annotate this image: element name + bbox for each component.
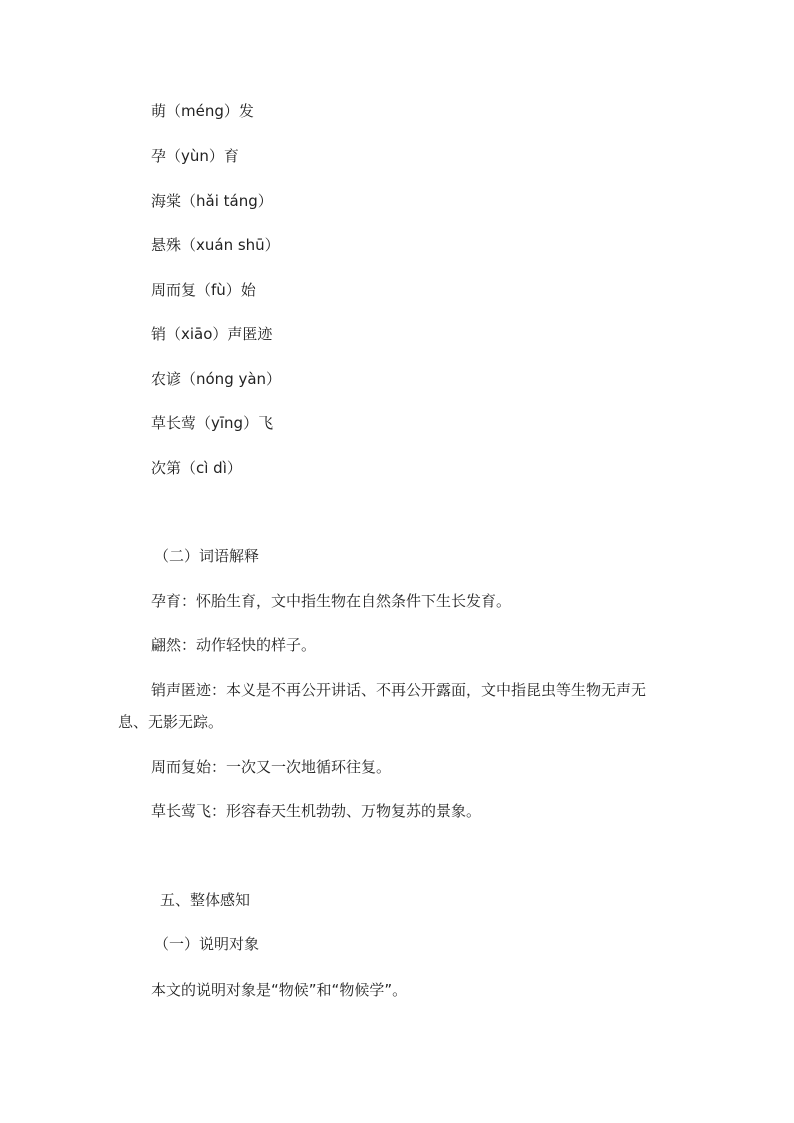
section-heading-word-explanation: （二）词语解释 [154, 547, 260, 565]
vocab-item: 草长莺（yīng）飞 [151, 414, 274, 432]
definition-item: 周而复始：一次又一次地循环往复。 [151, 758, 392, 776]
vocab-item: 销（xiāo）声匿迹 [151, 325, 273, 343]
subsection-heading-subject: （一）说明对象 [154, 935, 260, 953]
vocab-item: 悬殊（xuán shū） [151, 236, 280, 254]
vocab-item: 农谚（nóng yàn） [151, 370, 282, 388]
vocab-item: 次第（cì dì） [151, 459, 242, 477]
vocab-item: 萌（méng）发 [151, 102, 254, 120]
vocab-item: 孕（yùn）育 [151, 147, 239, 165]
definition-item: 孕育：怀胎生育，文中指生物在自然条件下生长发育。 [151, 592, 512, 610]
vocab-item: 周而复（fù）始 [151, 281, 256, 299]
definition-item-continuation: 息、无影无踪。 [118, 713, 224, 731]
paragraph-text: 本文的说明对象是“物候”和“物候学”。 [151, 981, 408, 999]
section-heading-overall: 五、整体感知 [160, 891, 251, 909]
vocab-item: 海棠（hǎi táng） [151, 192, 273, 210]
definition-item: 销声匿迹：本义是不再公开讲话、不再公开露面，文中指昆虫等生物无声无 [151, 681, 647, 699]
definition-item: 翩然：动作轻快的样子。 [151, 636, 317, 654]
definition-item: 草长莺飞：形容春天生机勃勃、万物复苏的景象。 [151, 802, 482, 820]
